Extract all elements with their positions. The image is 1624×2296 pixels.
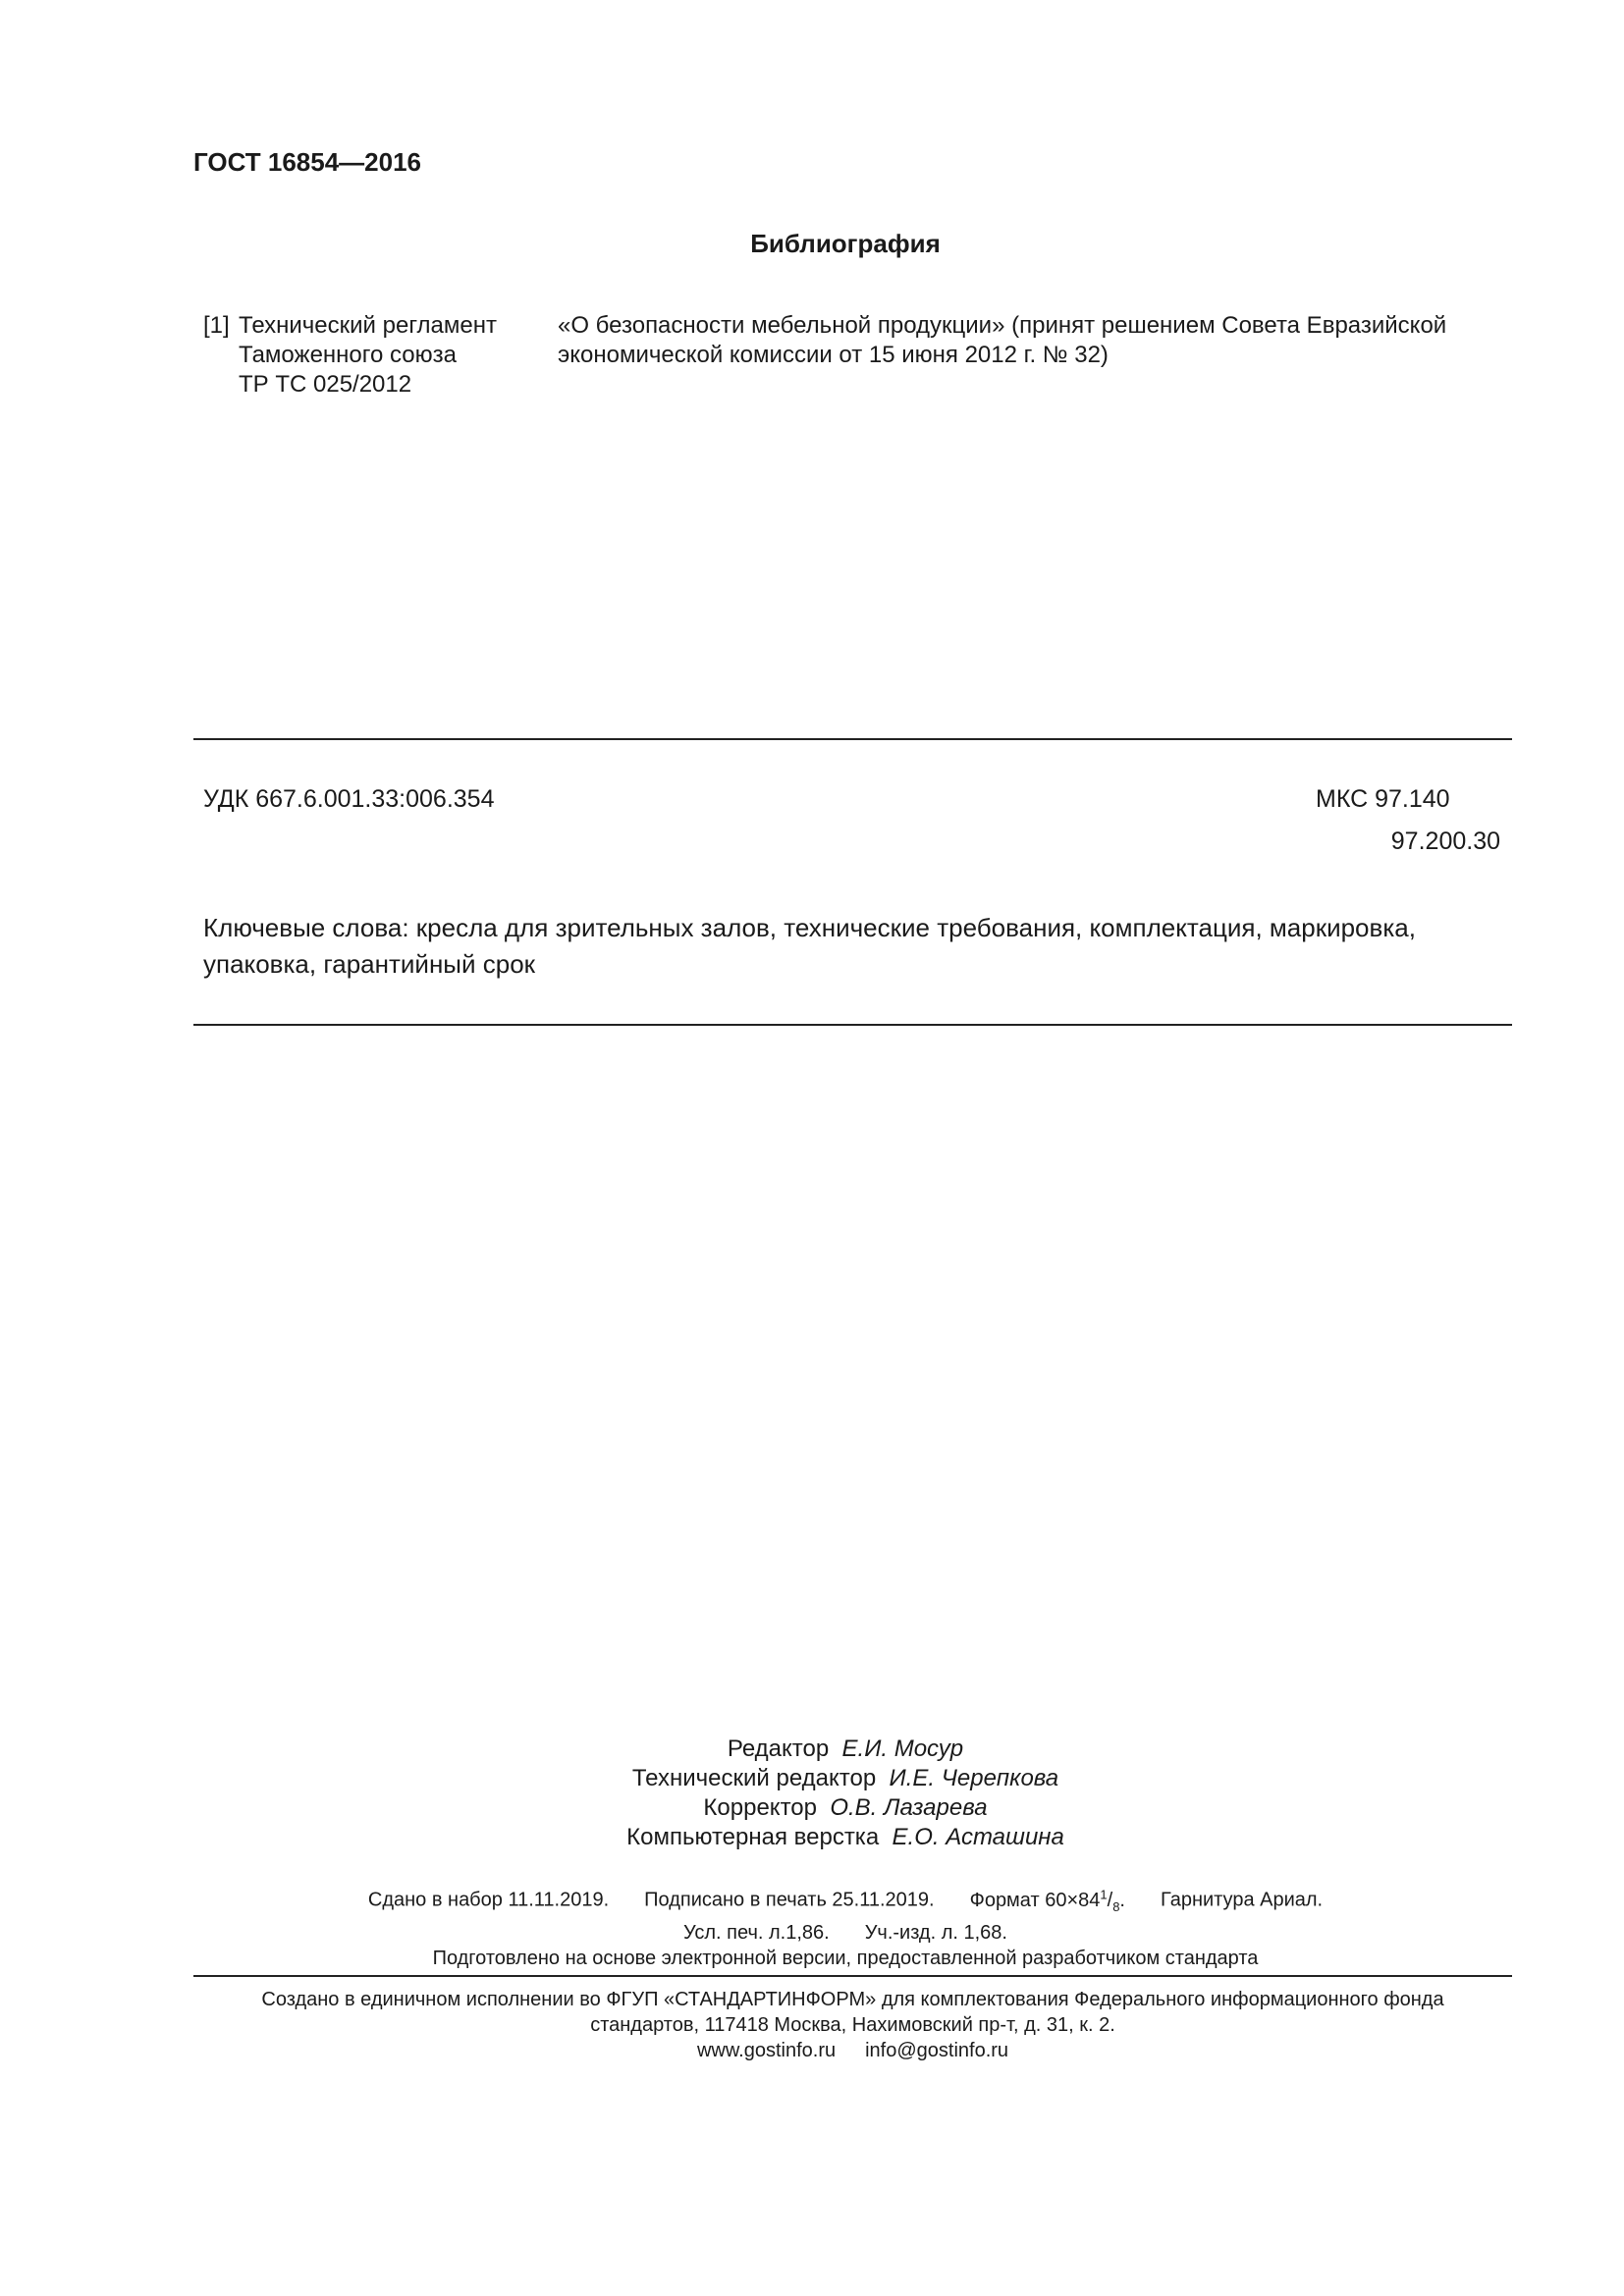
imprint-prepared: Подготовлено на основе электронной версии, предоставленной разработчиком стандарта [432,1947,1259,1969]
divider-top [193,738,1512,740]
credit-editor: Редактор Е.И. Мосур [727,1735,964,1762]
document-code: ГОСТ 16854—2016 [193,147,421,177]
bibliography-entry-name [239,311,553,400]
credit-proofreader: Корректор О.В. Лазарева [703,1794,988,1821]
bibliography-entry-description: «О безопасности мебельной продукции» (принят решением Совета Евразийской экономической комиссии от 15 июня 2012 г. № 32) [558,312,1447,368]
entry-name-line: Таможенного союза [239,342,457,368]
udk-code: УДК 667.6.001.33:006.354 [203,785,495,813]
bibliography-entry-number: [1] [203,312,230,339]
format: Формат $60\times 84^1/_8$. [969,1887,1125,1914]
website-link[interactable]: www.gostinfo.ru [696,2040,837,2061]
footer-contacts [193,2038,1512,2063]
footer-block [193,1987,1512,2063]
credit-tech-editor: Технический редактор И.Е. Черепкова [631,1765,1059,1791]
keywords: Ключевые слова: кресла для зрительных залов, технические требования, комплектация, маркировка, упаковка, гарантийный срок [203,913,1416,979]
imprint-line-2: Усл. печ. л.1,86. Уч.-изд. л. 1,68. [683,1921,1007,1944]
mks-code-1: МКС 97.140 [1316,785,1450,813]
email-link[interactable]: info@gostinfo.ru [865,2040,1009,2061]
mks-code-2: 97.200.30 [1390,828,1500,855]
imprint-line-1: Сдано в набор 11.11.2019. Подписано в печать 25.11.2019. Формат $60\times 84^1/_8$. Гарнитура Ариал. [367,1887,1324,1914]
divider-bottom [193,1975,1512,1977]
imprint-block [0,1882,1624,1971]
bibliography-title: Библиография [750,229,941,258]
footer-line-1: Создано в единичном исполнении во ФГУП «СТАНДАРТИНФОРМ» для комплектования Федерального информационного фонда [261,1989,1444,2010]
divider-middle [193,1024,1512,1026]
entry-name-line: ТР ТС 025/2012 [239,371,412,398]
entry-name-line: Технический регламент [239,312,497,339]
credit-layout: Компьютерная верстка Е.О. Асташина [626,1824,1064,1850]
credits-block [0,1735,1624,1852]
footer-line-2: стандартов, 117418 Москва, Нахимовский пр-т, д. 31, к. 2. [590,2014,1115,2036]
